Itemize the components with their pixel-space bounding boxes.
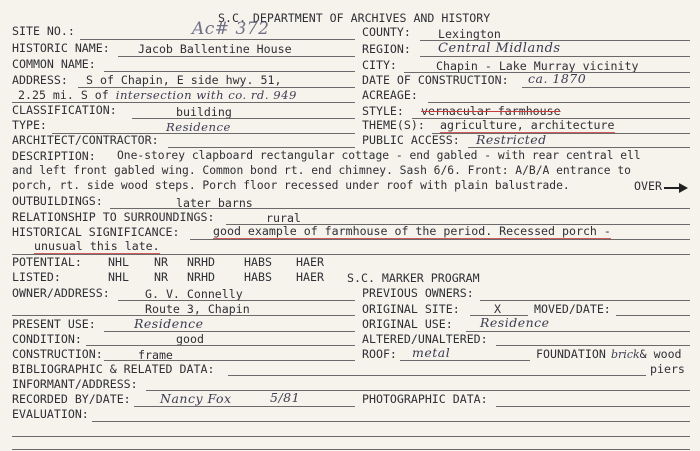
marker-program-label: S.C. MARKER PROGRAM [347, 271, 480, 285]
historic-name-value: Jacob Ballentine House [138, 42, 292, 56]
outbuildings-label: OUTBUILDINGS: [12, 194, 103, 208]
common-name-label: COMMON NAME: [12, 57, 96, 71]
type-label: TYPE: [12, 118, 47, 132]
present-use-line [104, 331, 355, 332]
photographic-line [496, 406, 690, 407]
moved-line [616, 315, 690, 316]
listed-habs: HABS [244, 270, 272, 284]
previous-owners-line [480, 300, 690, 301]
site-no-value: Ac# 372 [192, 19, 270, 39]
date-line [522, 87, 690, 88]
recorded-date: 5/81 [270, 390, 301, 405]
style-label: STYLE: [362, 104, 404, 118]
common-name-line [104, 71, 355, 72]
listed-nr: NR [154, 270, 168, 284]
roof-label: ROOF: [362, 347, 397, 361]
listed-label: LISTED: [12, 270, 61, 284]
photographic-label: PHOTOGRAPHIC DATA: [362, 392, 488, 406]
description-line1: One-storey clapboard rectangular cottage - end gabled - with rear central ell [117, 149, 641, 162]
description-line3: porch, rt. side wood steps. Porch floor recessed under roof with plain balustrade. [12, 179, 570, 192]
original-site-label: ORIGINAL SITE: [362, 302, 460, 316]
classification-label: CLASSIFICATION: [12, 103, 117, 117]
original-use-label: ORIGINAL USE: [362, 317, 453, 331]
original-site-mark: X [494, 302, 501, 316]
classification-line [132, 118, 355, 119]
county-value: Lexington [438, 27, 501, 41]
foundation-value-c: piers [650, 362, 685, 376]
present-use-value: Residence [134, 316, 204, 331]
relationship-label: RELATIONSHIP TO SURROUNDINGS: [12, 210, 215, 224]
foundation-value-b: & wood [639, 347, 682, 361]
historic-name-line [118, 56, 355, 57]
county-label: COUNTY: [362, 25, 411, 39]
theme-line [432, 133, 690, 134]
construction-label: CONSTRUCTION: [12, 347, 103, 361]
address-label: ADDRESS: [12, 73, 68, 87]
original-use-line [466, 331, 690, 332]
description-over: OVER [634, 179, 662, 193]
potential-haer: HAER [296, 255, 324, 269]
card-header: S.C. DEPARTMENT OF ARCHIVES AND HISTORY [218, 11, 491, 25]
altered-label: ALTERED/UNALTERED: [362, 332, 488, 346]
potential-nhl: NHL [108, 255, 129, 269]
address-line2 [18, 88, 297, 102]
evaluation-line2 [12, 436, 690, 437]
significance-line2: unusual this late. [34, 239, 160, 253]
original-use-value: Residence [480, 315, 550, 330]
potential-nr: NR [154, 255, 168, 269]
recorded-label: RECORDED BY/DATE: [12, 392, 131, 406]
historic-name-label: HISTORIC NAME: [12, 41, 110, 55]
construction-value: frame [138, 348, 173, 362]
type-value: Residence [166, 120, 231, 134]
biblio-line [228, 375, 646, 376]
significance-rule [190, 239, 690, 240]
listed-nhl: NHL [108, 270, 129, 284]
address-line2-part-a: 2.25 mi. S of [18, 88, 116, 102]
date-label: DATE OF CONSTRUCTION: [362, 73, 509, 87]
roof-value: metal [412, 345, 451, 360]
description-label: DESCRIPTION: [12, 149, 96, 163]
relationship-value: rural [266, 211, 301, 225]
site-no-line [80, 39, 355, 40]
access-label: PUBLIC ACCESS: [362, 133, 460, 147]
theme-value: agriculture, architecture [440, 118, 615, 132]
informant-label: INFORMANT/ADDRESS: [12, 377, 138, 391]
moved-label: MOVED/DATE: [534, 302, 611, 316]
potential-nrhd: NRHD [187, 255, 215, 269]
outbuildings-line [110, 208, 690, 209]
potential-habs: HABS [244, 255, 272, 269]
region-label: REGION: [362, 42, 411, 56]
region-line [420, 56, 690, 57]
foundation-value-a: brick [611, 348, 640, 361]
access-value: Restricted [476, 132, 547, 147]
architect-line [168, 147, 355, 148]
foundation-value [611, 347, 682, 362]
altered-line [496, 345, 690, 346]
evaluation-line1 [92, 421, 690, 422]
evaluation-label: EVALUATION: [12, 407, 89, 421]
recorded-line [134, 406, 355, 407]
address-line1: S of Chapin, E side hwy. 51, [86, 73, 282, 87]
date-value: ca. 1870 [528, 71, 587, 86]
potential-label: POTENTIAL: [12, 255, 82, 269]
outbuildings-value: later barns [176, 196, 253, 210]
architect-label: ARCHITECT/CONTRACTOR: [12, 133, 159, 147]
description-line2: and left front gabled wing. Common bond rt. end chimney. Sash 6/6. Front: A/B/A entrance to [12, 164, 631, 177]
significance-line1: good example of farmhouse of the period. Recessed porch - [213, 224, 611, 238]
classification-value: building [176, 105, 232, 119]
acreage-line [428, 102, 690, 103]
style-value: vernacular farmhouse [421, 104, 561, 118]
theme-label: THEME(S): [362, 118, 425, 132]
site-no-label: SITE NO.: [12, 24, 75, 38]
condition-label: CONDITION: [12, 332, 82, 346]
significance-label: HISTORICAL SIGNIFICANCE: [12, 225, 180, 239]
previous-owners-label: PREVIOUS OWNERS: [362, 286, 474, 300]
recorded-name: Nancy Fox [160, 391, 232, 406]
roof-line [400, 360, 530, 361]
region-value: Central Midlands [438, 41, 561, 56]
condition-line [86, 345, 355, 346]
access-line [468, 147, 690, 148]
foundation-label: FOUNDATION [536, 347, 606, 361]
owner-label: OWNER/ADDRESS: [12, 286, 110, 300]
city-value: Chapin - Lake Murray vicinity [436, 59, 639, 73]
condition-value: good [176, 332, 204, 346]
over-arrow-icon [664, 187, 686, 189]
owner-rule [118, 300, 355, 301]
biblio-label: BIBLIOGRAPHIC & RELATED DATA: [12, 362, 215, 376]
listed-nrhd: NRHD [187, 270, 215, 284]
evaluation-line3 [12, 449, 690, 450]
listed-haer: HAER [296, 270, 324, 284]
present-use-label: PRESENT USE: [12, 317, 96, 331]
owner-line2: Route 3, Chapin [145, 302, 250, 316]
acreage-label: ACREAGE: [362, 88, 418, 102]
construction-line [104, 360, 355, 361]
city-label: CITY: [362, 58, 397, 72]
address-line2-part-b: intersection with co. rd. 949 [115, 88, 297, 102]
owner-line1: G. V. Connelly [145, 287, 243, 301]
